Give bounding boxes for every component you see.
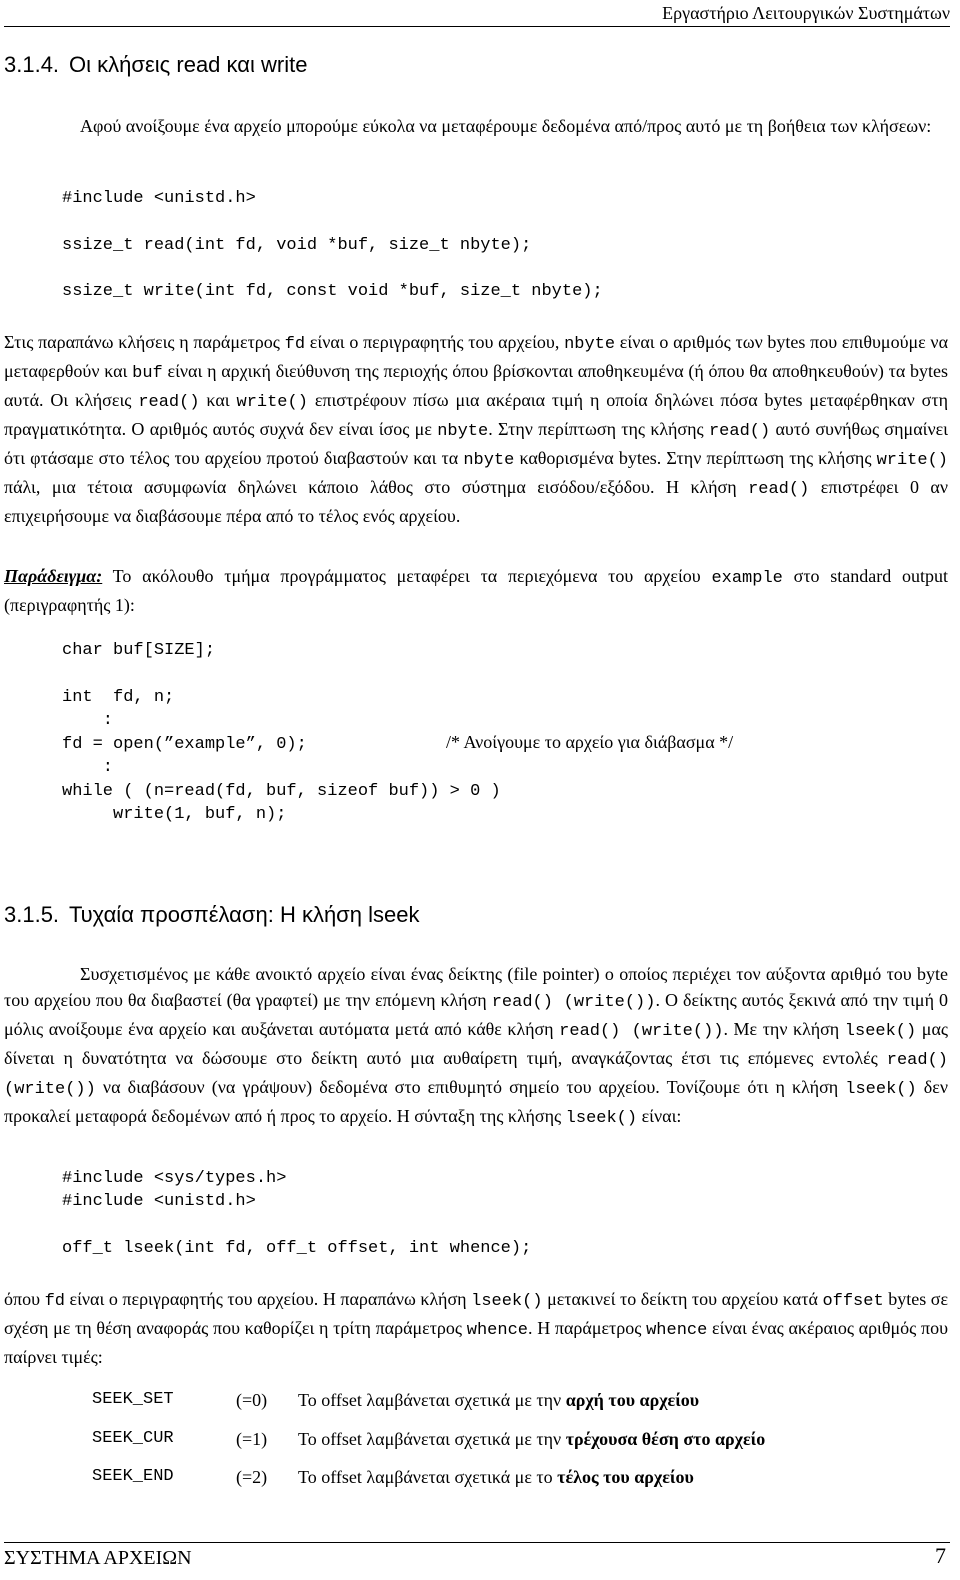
example-paragraph: Παράδειγμα: Το ακόλουθο τμήμα προγράμματος μεταφέρει τα περιεχόμενα του αρχείου example στο standard output (περιγραφητής 1):: [4, 566, 948, 615]
code-include-types: #include <sys/types.h>: [62, 1169, 287, 1188]
code-line-write: write(1, buf, n);: [62, 805, 287, 824]
whence-paragraph: όπου fd είναι ο περιγραφητής του αρχείου. Η παραπάνω κλήση lseek() μετακινεί το δείκτη του αρχείου κατά offset bytes σε σχέση με τη θέση αναφοράς που καθορίζει η τρίτη παράμετρος whence. Η παράμετρος whence είναι ένας ακέραιος αριθμός που παίρνει τιμές:: [4, 1289, 949, 1367]
code-line-buf: char buf[SIZE];: [62, 641, 216, 660]
seek-value: (=1): [236, 1429, 268, 1449]
seek-name: SEEK_END: [92, 1467, 174, 1486]
page-footer: [4, 1542, 950, 1571]
params-paragraph: Στις παραπάνω κλήσεις η παράμετρος fd είναι ο περιγραφητής του αρχείου, nbyte είναι ο αριθμός των bytes που επιθυμούμε να μεταφερθούν και buf είναι η αρχική διεύθυνση της περιοχής όπου βρίσκονται αποθηκευμένα (ή όπου θα αποθηκευθούν) τα bytes αυτά. Οι κλήσεις read() και write() επιστρέφουν πίσω μια ακέραια τιμή η οποία δηλώνει πόσα bytes μεταφέρθηκαν στη πραγματικότητα. Ο αριθμός αυτός συχνά δεν είναι ίσος με nbyte. Στην περίπτωση της κλήσης read() αυτό συνήθως σημαίνει ότι φτάσαμε στο τέλος του αρχείου προτού διαβαστούν και τα nbyte καθορισμένα bytes. Στην περίπτωση της κλήσης write() πάλι, μια τέτοια ασυμφωνία δηλώνει κάποιο λάθος στο σύστημα εισόδου/εξόδου. Η κλήση read() επιστρέφει 0 αν επιχειρήσουμε να διαβάσουμε πέρα από το τέλος ενός αρχείου.: [4, 332, 949, 526]
code-line-ellipsis-2: :: [62, 758, 114, 777]
example-label: Παράδειγμα:: [4, 566, 103, 586]
code-line-while: while ( (n=read(fd, buf, sizeof buf)) > 0 ): [62, 782, 501, 801]
seek-description: Το offset λαμβάνεται σχετικά με την αρχή του αρχείου: [298, 1390, 700, 1410]
seek-description: Το offset λαμβάνεται σχετικά με την τρέχουσα θέση στο αρχείο: [298, 1429, 766, 1449]
section-number: 3.1.5.: [4, 902, 60, 927]
header-title: Εργαστήριο Λειτουργικών Συστημάτων: [662, 3, 950, 23]
seek-value: (=0): [236, 1390, 268, 1410]
section-heading-lseek: [4, 902, 419, 928]
code-line-ellipsis-1: :: [62, 711, 114, 730]
section-heading-read-write: [4, 52, 307, 78]
footer-title: ΣΥΣΤΗΜΑ ΑΡΧΕΙΩΝ: [4, 1547, 192, 1569]
code-line-open: fd = open(”example”, 0);: [62, 735, 307, 754]
seek-name: SEEK_SET: [92, 1390, 174, 1409]
seek-description: Το offset λαμβάνεται σχετικά με το τέλος του αρχείου: [298, 1467, 694, 1487]
lseek-paragraph: Συσχετισμένος με κάθε ανοικτό αρχείο είναι ένας δείκτης (file pointer) ο οποίος περιέχει τον αύξοντα αριθμό του byte του αρχείου που θα διαβαστεί (θα γραφτεί) με την επόμενη κλήση read() (write()). Ο δείκτης αυτός ξεκινά από την τιμή 0 μόλις ανοίξουμε ένα αρχείο και αυξάνεται αυτόματα μετά από κάθε κλήση read() (write()). Με την κλήση lseek() μας δίνεται η δυνατότητα να δώσουμε στο δείκτη αυτό μια αυθαίρετη τιμή, αναγκάζοντας έτσι τις επόμενες εντολές read() (write()) να διαβάσουν (να γράψουν) δεδομένα στο επιθυμητό σημείο του αρχείου. Τονίζουμε ότι η κλήση lseek() δεν προκαλεί μεταφορά δεδομένων από ή προς το αρχείο. Η σύνταξη της κλήσης lseek() είναι:: [4, 964, 948, 1128]
code-write-prototype: ssize_t write(int fd, const void *buf, size_t nbyte);: [62, 282, 603, 301]
code-read-prototype: ssize_t read(int fd, void *buf, size_t nbyte);: [62, 236, 532, 255]
seek-value: (=2): [236, 1467, 268, 1487]
code-include-unistd: #include <unistd.h>: [62, 1192, 256, 1211]
page-header: [4, 2, 950, 27]
section-title: Οι κλήσεις read και write: [69, 52, 308, 77]
code-include: #include <unistd.h>: [62, 189, 256, 208]
section-title: Τυχαία προσπέλαση: Η κλήση lseek: [69, 902, 420, 927]
seek-name: SEEK_CUR: [92, 1429, 174, 1448]
code-line-decl: int fd, n;: [62, 688, 175, 707]
code-comment-open: /* Ανοίγουμε το αρχείο για διάβασμα */: [446, 732, 734, 752]
code-lseek-prototype: off_t lseek(int fd, off_t offset, int whence);: [62, 1239, 532, 1258]
intro-paragraph: Αφού ανοίξουμε ένα αρχείο μπορούμε εύκολα να μεταφέρουμε δεδομένα από/προς αυτό με τη βοήθεια των κλήσεων:: [80, 116, 932, 136]
page-number: 7: [935, 1543, 946, 1568]
section-number: 3.1.4.: [4, 52, 60, 77]
